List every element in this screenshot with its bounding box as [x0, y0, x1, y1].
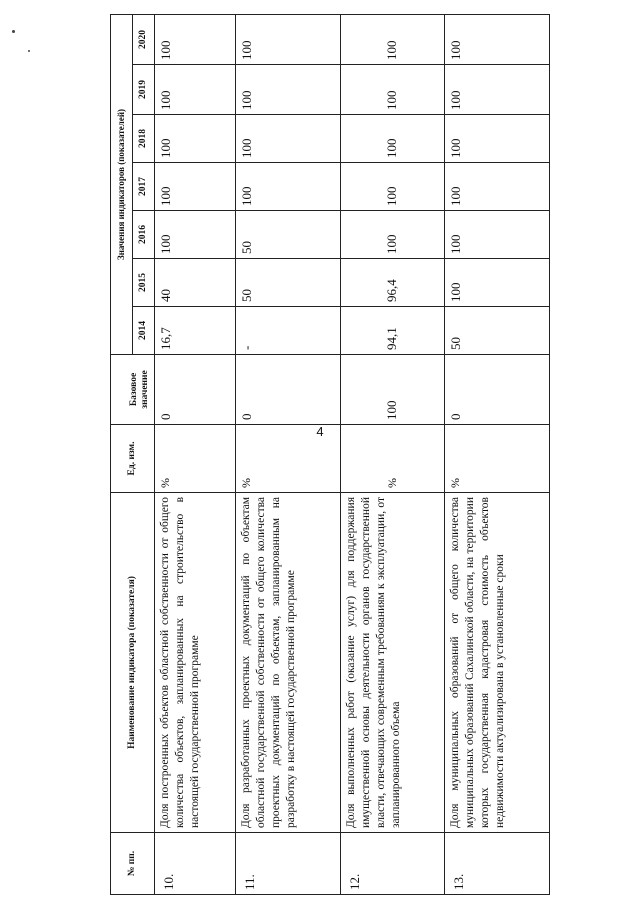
base-value: 0 — [236, 355, 341, 425]
year-value: 100 — [445, 211, 550, 259]
year-value: 100 — [340, 115, 445, 163]
scan-speck — [28, 50, 30, 52]
year-value: 100 — [155, 163, 236, 211]
table-row — [340, 15, 445, 895]
year-value: 100 — [236, 65, 341, 115]
year-value: 100 — [445, 163, 550, 211]
base-value: 0 — [445, 355, 550, 425]
year-value: 50 — [236, 259, 341, 307]
year-value: 100 — [445, 115, 550, 163]
year-value: 100 — [236, 163, 341, 211]
header-year: 2016 — [133, 211, 155, 259]
year-value: 94,1 — [340, 307, 445, 355]
year-value: 100 — [340, 211, 445, 259]
year-value: - — [236, 307, 341, 355]
table-row — [236, 15, 341, 895]
unit-cell: % — [155, 425, 236, 493]
year-value: 16,7 — [155, 307, 236, 355]
base-value: 100 — [340, 355, 445, 425]
row-number: 12. — [340, 833, 445, 895]
year-value: 100 — [445, 15, 550, 65]
year-value: 100 — [340, 163, 445, 211]
header-base: Базовое значение — [111, 355, 155, 425]
year-value: 50 — [236, 211, 341, 259]
indicator-name: Доля разработанных проектных документаций по объектам областной государственной собственности от общего количества проектных документаций по объектам, запланированным на разработку в настоящей государственной программе — [236, 493, 341, 833]
header-year: 2015 — [133, 259, 155, 307]
year-value: 100 — [236, 115, 341, 163]
indicator-table-container — [110, 15, 550, 895]
base-value: 0 — [155, 355, 236, 425]
row-number: 10. — [155, 833, 236, 895]
header-year: 2020 — [133, 15, 155, 65]
header-values-caption: Значения индикаторов (показателей) — [111, 15, 133, 355]
year-value: 100 — [340, 65, 445, 115]
year-value: 40 — [155, 259, 236, 307]
year-value: 96,4 — [340, 259, 445, 307]
header-unit: Ед. изм. — [111, 425, 155, 493]
header-name: Наименование индикатора (показателя) — [111, 493, 155, 833]
year-value: 100 — [445, 65, 550, 115]
year-value: 100 — [155, 211, 236, 259]
year-value: 100 — [155, 65, 236, 115]
header-year: 2018 — [133, 115, 155, 163]
header-year: 2019 — [133, 65, 155, 115]
year-value: 100 — [340, 15, 445, 65]
row-number: 13. — [445, 833, 550, 895]
year-value: 100 — [236, 15, 341, 65]
row-number: 11. — [236, 833, 341, 895]
year-value: 100 — [155, 15, 236, 65]
year-value: 100 — [155, 115, 236, 163]
year-value: 100 — [445, 259, 550, 307]
indicator-name: Доля выполненных работ (оказание услуг) для поддержания имущественной основы деятельности органов государственной власти, отвечающих современным требованиям к эксплуатации, от запланированного объема — [340, 493, 445, 833]
scan-speck — [12, 30, 15, 33]
unit-cell: % — [236, 425, 341, 493]
indicator-table — [110, 14, 550, 895]
table-row — [155, 15, 236, 895]
unit-cell: % — [445, 425, 550, 493]
page-number: 4 — [316, 424, 324, 439]
indicator-name: Доля муниципальных образований от общего количества муниципальных образований Сахалинской области, на территории которых государственная кадастровая стоимость объектов недвижимости актуализирована в установленные сроки — [445, 493, 550, 833]
table-row — [445, 15, 550, 895]
header-num: № пп. — [111, 833, 155, 895]
header-year: 2014 — [133, 307, 155, 355]
header-year: 2017 — [133, 163, 155, 211]
indicator-name: Доля построенных объектов областной собственности от общего количества объектов, запланированных на строительство в настоящей государственной программе — [155, 493, 236, 833]
year-value: 50 — [445, 307, 550, 355]
unit-cell: % — [340, 425, 445, 493]
